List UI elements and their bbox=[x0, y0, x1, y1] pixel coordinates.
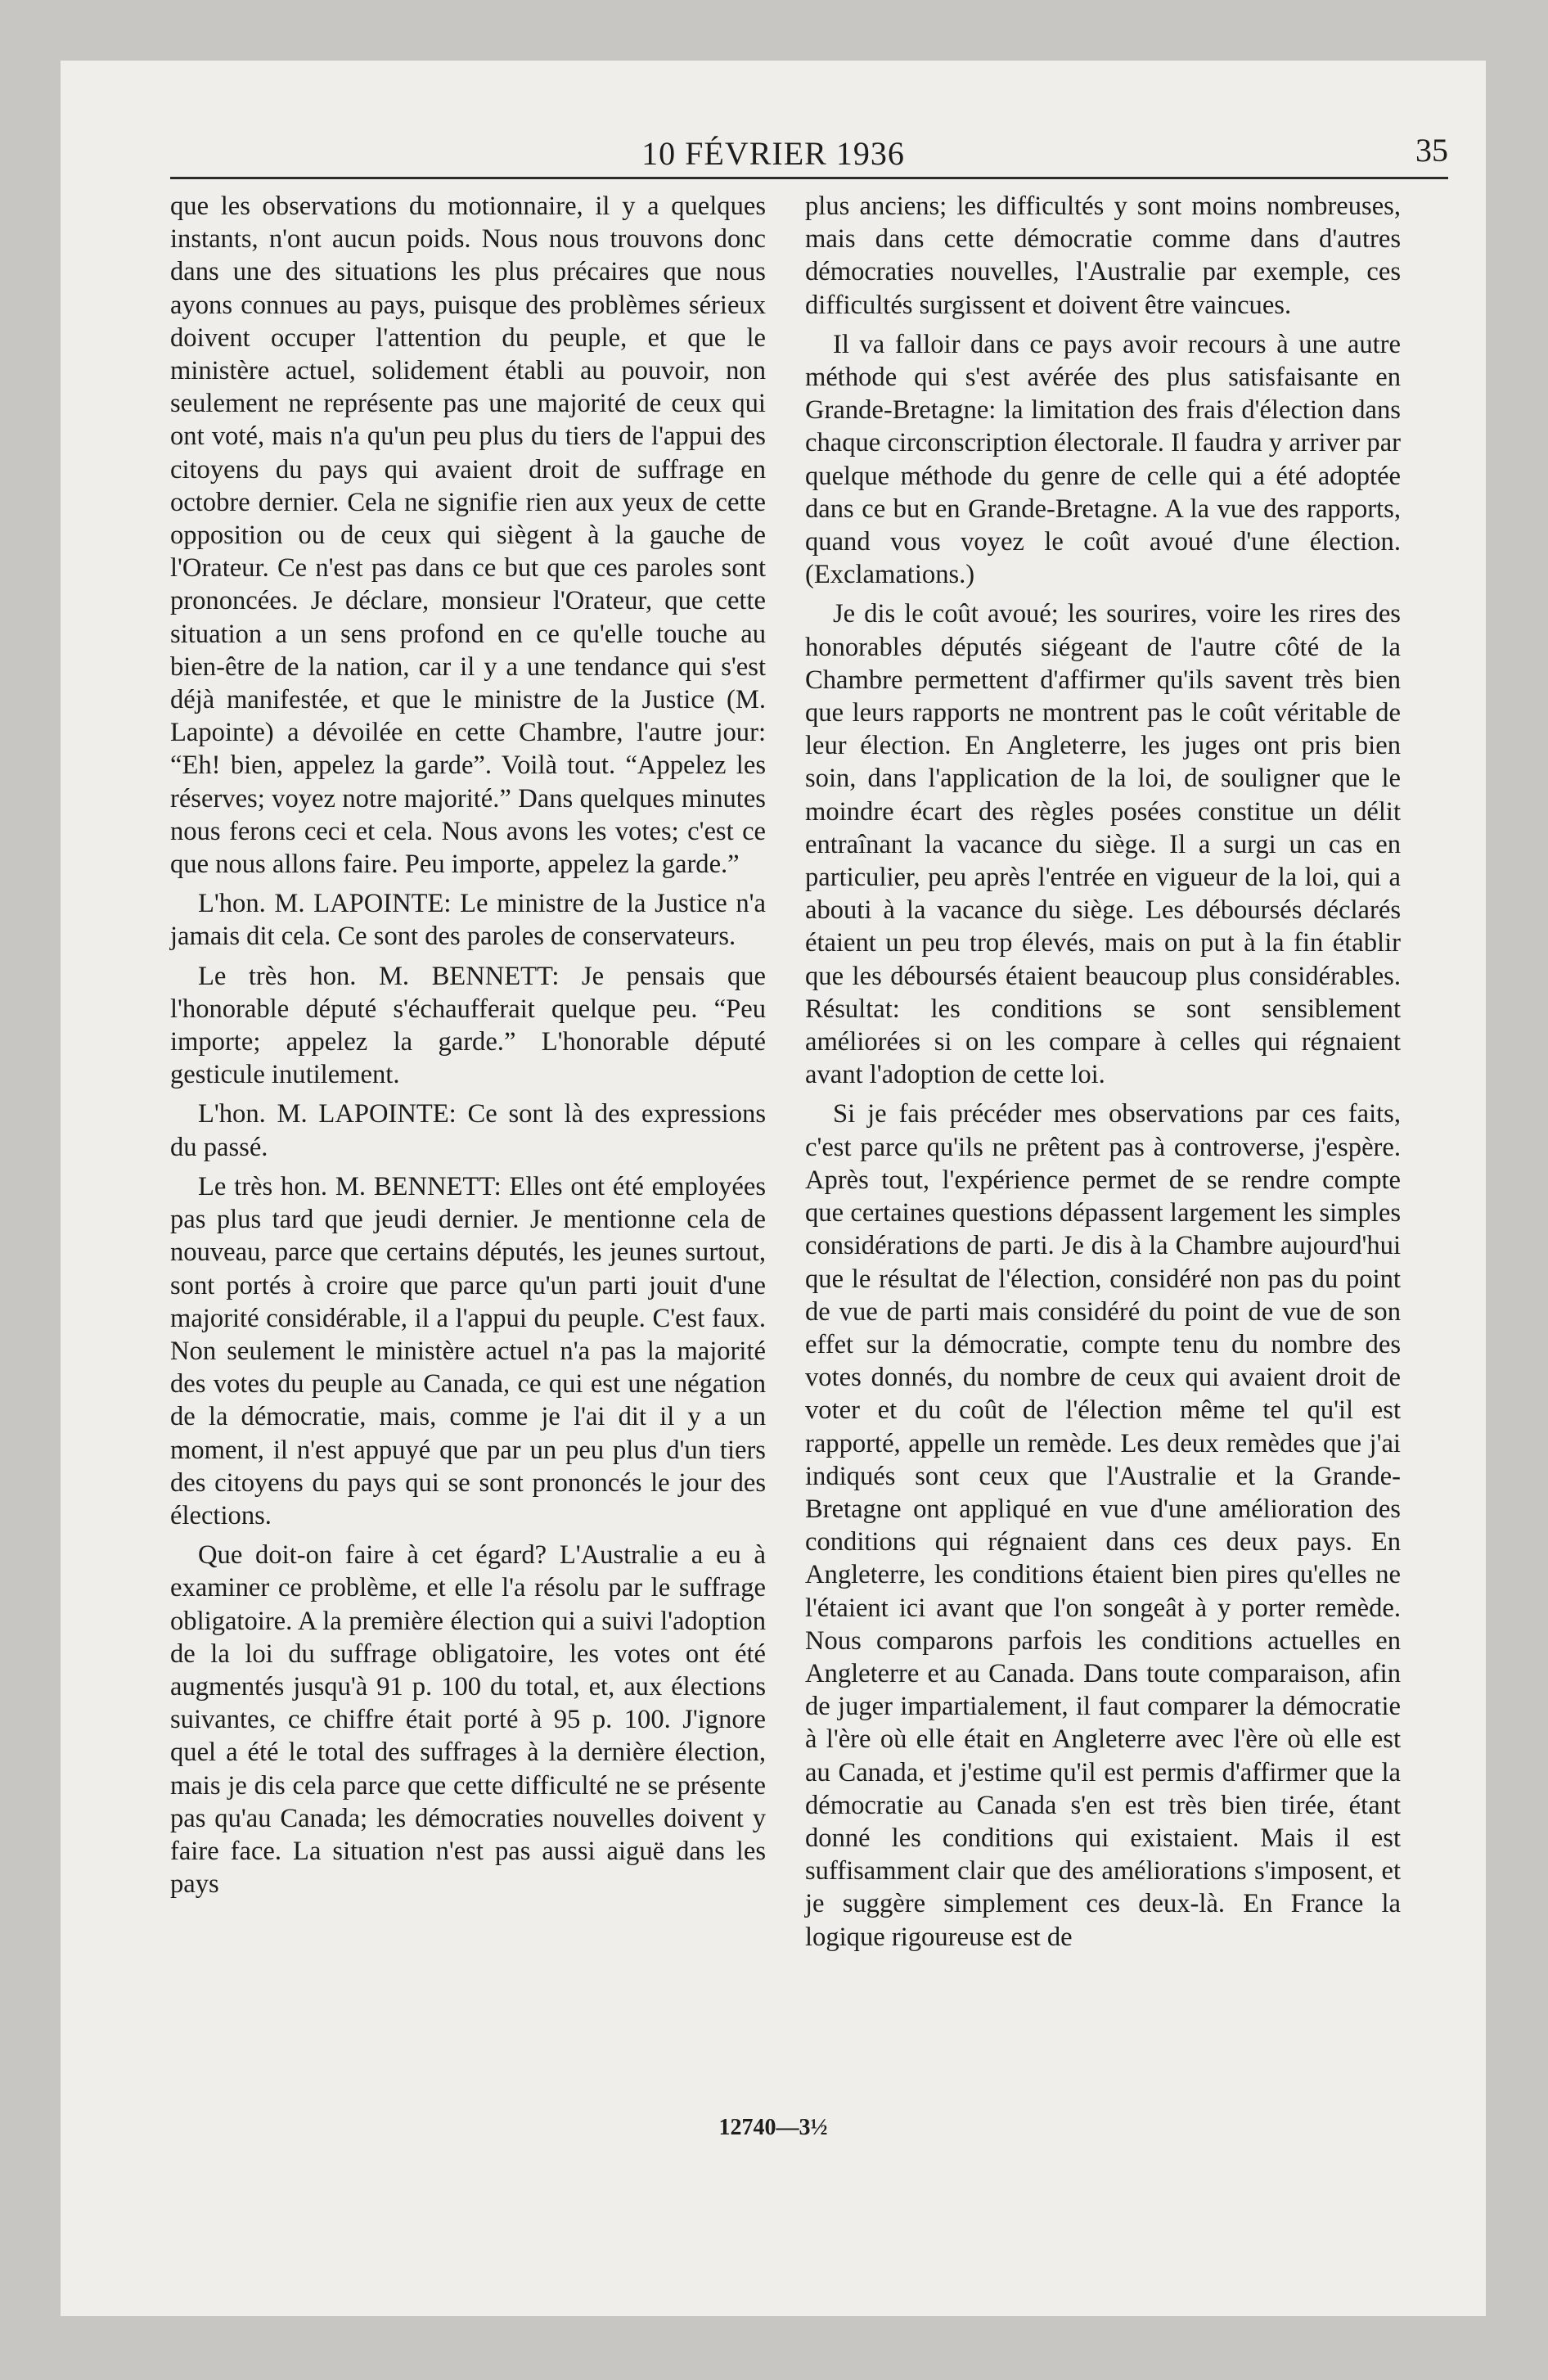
page-number: 35 bbox=[1415, 132, 1448, 169]
paragraph: plus anciens; les difficultés y sont moins nombreuses, mais dans cette démocratie comme dans d'autres démocraties nouvelles, l'Australie par exemple, ces difficultés surgissent et doivent être vaincues. bbox=[805, 192, 1401, 320]
header-rule bbox=[170, 177, 1448, 179]
paragraph: L'hon. M. LAPOINTE: Le ministre de la Justice n'a jamais dit cela. Ce sont des paroles de conservateurs. bbox=[170, 889, 766, 952]
right-column bbox=[805, 190, 1401, 1960]
paragraph: Si je fais précéder mes observations par ces faits, c'est parce qu'ils ne prêtent pas à controverse, j'espère. Après tout, l'expérience permet de se rendre compte que certaines questions dépassent largement les simples considérations de parti. Je dis à la Chambre aujourd'hui que le résultat de l'élection, considéré non pas du point de vue de parti mais considéré du point de vue de son effet sur la démocratie, compte tenu du nombre des votes donnés, du nombre de ceux qui avaient droit de voter et du coût de l'élection même tel qu'il est rapporté, appelle un remède. Les deux remèdes que j'ai indiqués sont ceux que l'Australie et la Grande-Bretagne ont appliqué en vue d'une amélioration des conditions qui régnaient dans ces deux pays. En Angleterre, les conditions étaient bien pires qu'elles ne l'étaient ici avant que l'on songeât à y porter remède. Nous comparons parfois les conditions actuelles en Angleterre et au Canada. Dans toute comparaison, afin de juger impartialement, il faut comparer la démocratie à l'ère où elle était en Angleterre avec l'ère où elle est au Canada, et j'estime qu'il est permis d'affirmer que la démocratie au Canada s'en est très bien tirée, étant donné les conditions qui existaient. Mais il est suffisamment clair que des améliorations s'imposent, et je suggère simplement ces deux-là. En France la logique rigoureuse est de bbox=[805, 1099, 1401, 1952]
running-header bbox=[61, 126, 1486, 175]
page bbox=[61, 61, 1486, 2316]
left-column bbox=[170, 190, 766, 1907]
paragraph: Le très hon. M. BENNETT: Je pensais que l'honorable député s'échaufferait quelque peu. “Peu importe; appelez la garde.” L'honorable député gesticule inutilement. bbox=[170, 961, 766, 1090]
paragraph: Que doit-on faire à cet égard? L'Australie a eu à examiner ce problème, et elle l'a résolu par le suffrage obligatoire. A la première élection qui a suivi l'adoption de la loi du suffrage obligatoire, les votes ont été augmentés jusqu'à 91 p. 100 du total, et, aux élections suivantes, ce chiffre était porté à 95 p. 100. J'ignore quel a été le total des suffrages à la dernière élection, mais je dis cela parce que cette difficulté ne se présente pas qu'au Canada; les démocraties nouvelles doivent y faire face. La situation n'est pas aussi aiguë dans les pays bbox=[170, 1540, 766, 1900]
paragraph: Il va falloir dans ce pays avoir recours à une autre méthode qui s'est avérée des plus satisfaisante en Grande-Bretagne: la limitation des frais d'élection dans chaque circonscription électorale. Il faudra y arriver par quelque méthode du genre de celle qui a été adoptée dans ce but en Grande-Bretagne. A la vue des rapports, quand vous voyez le coût avoué d'une élection. (Exclamations.) bbox=[805, 329, 1401, 590]
header-date: 10 FÉVRIER 1936 bbox=[641, 135, 905, 172]
paragraph: L'hon. M. LAPOINTE: Ce sont là des expressions du passé. bbox=[170, 1099, 766, 1162]
paragraph: que les observations du motionnaire, il y a quelques instants, n'ont aucun poids. Nous nous trouvons donc dans une des situations les plus précaires que nous ayons connues au pays, puisque des problèmes sérieux doivent occuper l'attention du peuple, et que le ministère actuel, solidement établi au pouvoir, non seulement ne représente pas une majorité de ceux qui ont voté, mais n'a qu'un peu plus du tiers de l'appui des citoyens du pays qui avaient droit de suffrage en octobre dernier. Cela ne signifie rien aux yeux de cette opposition ou de ceux qui siègent à la gauche de l'Orateur. Ce n'est pas dans ce but que ces paroles sont prononcées. Je déclare, monsieur l'Orateur, que cette situation a un sens profond en ce qu'elle touche au bien-être de la nation, car il y a une tendance qui s'est déjà manifestée, et que le ministre de la Justice (M. Lapointe) a dévoilée en cette Chambre, l'autre jour: “Eh! bien, appelez la garde”. Voilà tout. “Appelez les réserves; voyez notre majorité.” Dans quelques minutes nous ferons ceci et cela. Nous avons les votes; c'est ce que nous allons faire. Peu importe, appelez la garde.” bbox=[170, 192, 766, 880]
paragraph: Je dis le coût avoué; les sourires, voire les rires des honorables députés siégeant de l'autre côté de la Chambre permettent d'affirmer qu'ils savent très bien que leurs rapports ne montrent pas le coût véritable de leur élection. En Angleterre, les juges ont pris bien soin, dans l'application de la loi, de souligner que le moindre écart des règles posées constitue un délit entraînant la vacance du siège. Il a surgi un cas en particulier, peu après l'entrée en vigueur de la loi, qui a abouti à la vacance du siège. Les déboursés déclarés étaient un peu trop élevés, mais on put à la fin établir que les déboursés étaient beaucoup plus considérables. Résultat: les conditions se sont sensiblement améliorées si on les compare à celles qui régnaient avant l'adoption de cette loi. bbox=[805, 599, 1401, 1090]
signature-mark: 12740—3½ bbox=[718, 2115, 828, 2140]
paragraph: Le très hon. M. BENNETT: Elles ont été employées pas plus tard que jeudi dernier. Je mentionne cela de nouveau, parce que certains députés, les jeunes surtout, sont portés à croire que parce qu'un parti jouit d'une majorité considérable, il a l'appui du peuple. C'est faux. Non seulement le ministère actuel n'a pas la majorité des votes du peuple au Canada, ce qui est une négation de la démocratie, mais, comme je l'ai dit il y a un moment, il n'est appuyé que par un peu plus d'un tiers des citoyens du pays qui se sont prononcés le jour des élections. bbox=[170, 1171, 766, 1530]
